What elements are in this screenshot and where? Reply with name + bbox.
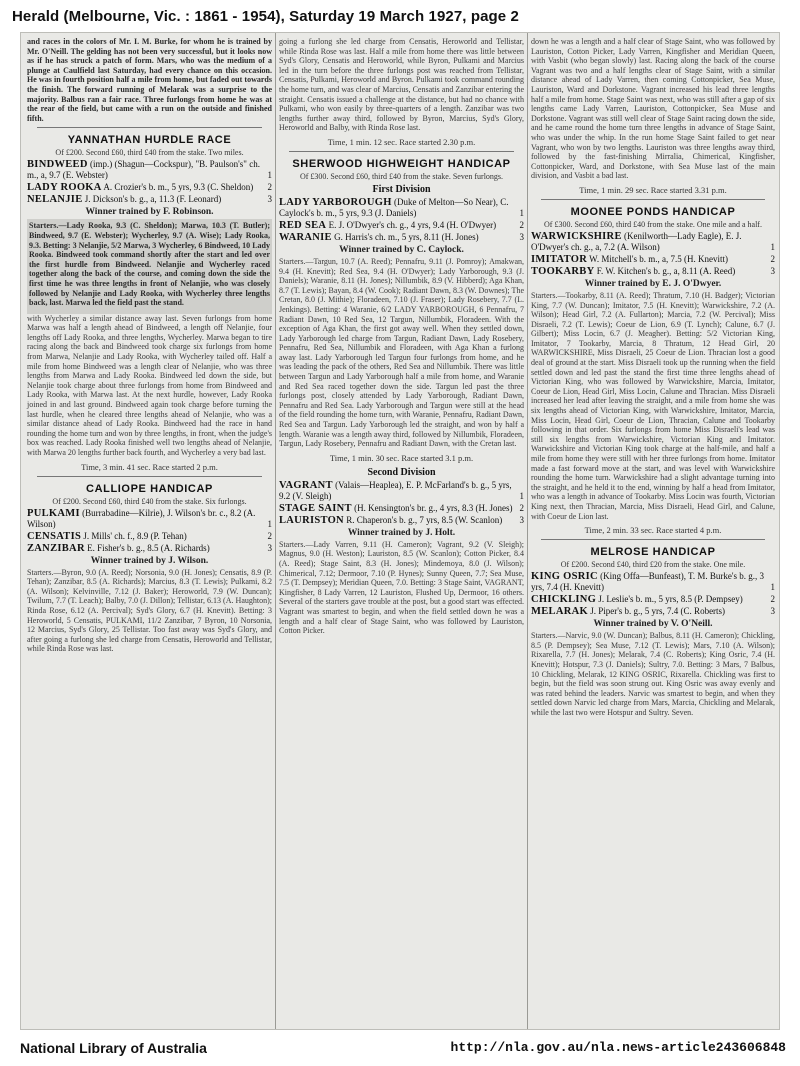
horse-name: VAGRANT — [279, 479, 333, 491]
article-text: Starters.—Targun, 10.7 (A. Reed); Pennafru, 9.11 (J. Pomroy); Amakwan, 9.4 (H. Knevitt); Red Sea, 9.4 (H. O'Dwyer); Lady Yarborough, 9.3 (J. Daniels); Waranie, 8.11 (H. Jones); Nillumbik, 8.9 (V. Hibberd); Aga Khan, 8.7 (T. Lewis); Bayan, 8.4 (W. Cook); Radiant Dawn, 8.3 (W. Downes); The Cretan, 8.0 (J. Mithie); Floradeen, 7.10 (J. Fraser); Lady Rosebery, 7.7 (L. Jenkings). Betting: 4 Waranie, 6/2 LADY YARBOROUGH, 6 Pennafru, 7 Radiant Dawn, 10 Red Sea, 12 Targun, Nillumbik, Floradeen. With the exception of Aga Khan, the first got away well. When they settled down, Lady Yarborough led charge from Targun, Radiant Dawn, Lady Rosebery, Pennafru, Red Sea, Nillumbik and Floradeen, with Aga Khan a furlong away last. Lady Yarborough led Targun four furlongs from home, and he was leading the pack of the others, Red Sea and Nillumbik. There was little between Targun and Lady Yarborough half a mile from home, and Waranie and Red Sea raced together down the side. Targun led past the three furlongs post, closely attended by Lady Yarborough, Radiant Dawn, Pennafru and Red Sea. Lady Yarborough and Targun were still at the head of the field rounding the home turn, with Waranie, Pennafru, Radiant Dawn, Red Sea and Targun. Lady Yarborough led the straight, and won by half a length. Waranie was a length away third, followed by Nillumbik, Floradeen, Targun, Lady Rosebery, Pennafru and Radiant Dawn, with the Cretan last. — [279, 256, 526, 449]
overprinted-block — [27, 219, 272, 313]
horse-detail: J. Piper's b. g., 5 yrs, 7.4 (C. Roberts) — [590, 606, 726, 617]
divider — [37, 476, 262, 477]
horse-detail: (Burrabadine—Kilrie), J. Wilson's br. c., 8.2 (A. Wilson) — [27, 507, 256, 529]
column-3 — [531, 37, 775, 1025]
horse-name: PULKAMI — [27, 507, 80, 519]
race-time: Time, 3 min. 41 sec. Race started 2 p.m. — [81, 461, 218, 472]
horse-detail: G. Harris's ch. m., 5 yrs, 8.11 (H. Jones) — [334, 231, 479, 242]
column-2 — [279, 37, 524, 1025]
article-text: Starters.—Lady Rooka, 9.3 (C. Sheldon); Marwa, 10.3 (T. Butler); Bindweed, 9.7 (E. Webster); Wycherley, 9.7 (A. Wise); Lady Rooka, 9.3. Betting: 3 Nelanjie, 5/2 Marwa, 3 Wycherley, 6 Bindweed, 10 Lady Rooka. Bindweed took command shortly after the start and led over the first hurdle from Bindweed. Nelanjie and Wycherley raced together along the back of the course, and coming down the side the first time he was three lengths in front of Nelanjie, who was closely followed by Nelanjie and Lady Rooka, with Wycherley three lengths back, last. Marwa led the field past the stand. — [29, 221, 272, 308]
winner-trainer-line: Winner trained by C. Caylock. — [339, 244, 464, 255]
horse-place: 3 — [267, 194, 272, 205]
race-time: Time, 1 min. 12 sec. Race started 2.30 p.m. — [327, 136, 476, 147]
divider — [289, 151, 514, 152]
horse-place: 2 — [267, 530, 272, 541]
library-credit: National Library of Australia — [20, 1040, 207, 1056]
article-url[interactable]: http://nla.gov.au/nla.news-article243606848 — [450, 1040, 786, 1055]
page-title: Herald (Melbourne, Vic. : 1861 - 1954), Saturday 19 March 1927, page 2 — [12, 8, 519, 25]
divider — [541, 539, 765, 540]
article-text: Starters.—Lady Varren, 9.11 (H. Cameron); Vagrant, 9.2 (V. Sleigh); Magnus, 9.0 (H. Weston); Lauriston, 8.5 (W. Scanlon); Cotton Picker, 8.4 (A. Reed); Stage Saint, 8.3 (H. Jones); Mindemoya, 8.0 (J. Wilson); Chimerical, 7.12; Dermoor, 7.10 (P. Hynes); Sunny Queen, 7.7; Sea Muse, 7.5 (T. Dempsey); Meridian Queen, 7.0. Betting: 3 Stage Saint, VAGRANT, Kingfisher, 8 Lady Varren, 12 Lauriston, Flushed Up, Dermoor, 16 others. Several of the starters gave trouble at the post, but a good start was effected. Vagrant was smartest to begin, and when the field settled down he was a length and a half clear of Stage Saint, who was followed by Lauriston, Cotton Picker. — [279, 539, 526, 636]
horse-name: STAGE SAINT — [279, 502, 352, 514]
horse-place: 3 — [519, 514, 524, 525]
race-entry — [27, 543, 272, 554]
race-stake: Of £300. Second £60, third £40 from the stake. One mile and a half. — [544, 219, 762, 229]
horse-detail: (Duke of Melton—So Near), C. Caylock's b. m., 5 yrs, 9.3 (J. Daniels) — [279, 196, 509, 218]
winner-trainer-line: Winner trained by F. Robinson. — [85, 207, 214, 218]
race-entry — [531, 606, 775, 617]
article-text: Starters.—Narvic, 9.0 (W. Duncan); Balbus, 8.11 (H. Cameron); Chickling, 8.5 (P. Dempsey); Sea Muse, 7.12 (T. Lewis); Mars, 7.10 (A. Wilson); Rixarella, 7.7 (H. Jones); Melarak, 7.4 (C. Roberts); King Osric, 7.4 (H. Knevitt); Hotspur, 7.3 (J. Daniels); Sultry, 7.0. Betting: 3 Mars, 7 Balbus, 10 Chickling, Melarak, 12 KING OSRIC, Rixarella. Chickling was first to begin, but the field was soon strung out. King Osric was away evenly and was rated behind the leaders. Narvic was smartest to begin, and when they settled down Narvic led charge from Mars, Marcia, Chickling and Melarak, while the last two were Hotspur and Sultry. Seven. — [531, 631, 777, 717]
horse-place: 3 — [770, 606, 775, 617]
column-1 — [27, 37, 272, 1025]
race-entry — [279, 232, 524, 243]
horse-place: 2 — [770, 253, 775, 264]
race-entry — [279, 515, 524, 526]
race-entry — [279, 480, 524, 502]
article-text: down he was a length and a half clear of Stage Saint, who was followed by Lauriston, Cotton Picker, Lady Varren, Kingfisher and Meridian Queen, with Vasbit (who began slowly) last. Racing along the back of the course Vagrant was two and a half lengths clear of Stage Saint, with a similar distance ahead of Lady Varren, then coming Cottonpicker, Sea Muse, Lauriston, Ward and Dorkstone. Vagrant increased his lead three lengths half a mile from home. Stage Saint was next, who was still after a gap of six lengths came Lady Varren, Lauriston, Cottonpicker, Sea Muse and Dorkstone. Vagrant was still well clear of Stage Saint racing down the side, and he came round the home turn three lengths in advance of Stage Saint, who was under the whip. In the run home Stage Saint failed to get near Vagrant, who won by two lengths. Lauriston was three lengths away third, followed by the fast-finishing Mirralia, Chimerical, Kingfisher, Cottonpicker, Ward, and Dorkstone, with Sea Muse last of the main division, and Vasbit a bad last. — [531, 37, 777, 181]
division-heading: First Division — [372, 183, 431, 195]
horse-detail: J. Mills' ch. f., 8.9 (P. Tehan) — [83, 530, 187, 541]
horse-name: WARWICKSHIRE — [531, 230, 622, 242]
horse-place: 1 — [519, 207, 524, 218]
race-entry — [27, 159, 272, 181]
column-divider — [275, 33, 276, 1029]
horse-detail: E. Fisher's b. g., 8.5 (A. Richards) — [87, 542, 210, 553]
divider — [541, 199, 765, 200]
horse-detail: (King Offa—Bunfeast), T. M. Burke's b. g., 3 yrs, 7.4 (H. Knevitt) — [531, 571, 764, 593]
horse-place: 1 — [519, 490, 524, 501]
race-entry — [27, 508, 272, 530]
column-divider — [527, 33, 528, 1029]
race-entry — [531, 266, 775, 277]
race-stake: Of £200. Second £60, third £40 from the stake. Six furlongs. — [52, 496, 247, 506]
division-heading: Second Division — [367, 466, 436, 478]
article-text: going a furlong she led charge from Censatis, Heroworld and Tellistar, while Rinda Rose was last. Half a mile from home there was little between Syd's Glory, Censatis and Heroworld, while Byron, Pulkami and Marcius led in the turn before the three furlongs post was reached from Tellistar, Censatis, Pulkami, Heroworld and Byron. Pulkami took command rounding the home turn, and was clear of Marcius, Censatis and Zanzibar entering the straight. Censatis issued a challenge at the distance, but had no chance with Pulkami, who won easily by three-quarters of a length. Zanzibar was two lengths further away third, followed by Byron, Marcius, Syd's Glory, Heroworld and Balby, with Rinda Rose last. — [279, 37, 526, 133]
horse-name: MELARAK — [531, 606, 588, 618]
horse-place: 2 — [267, 182, 272, 193]
horse-name: CHICKLING — [531, 594, 597, 606]
race-stake: Of £200. Second £60, third £40 from the stake. Two miles. — [55, 148, 244, 158]
horse-name: RED SEA — [279, 219, 327, 231]
horse-detail: (H. Kensington's br. g., 4 yrs, 8.3 (H. Jones) — [354, 502, 513, 513]
article-text: with Wycherley a similar distance away last. Seven furlongs from home Marwa was half a length ahead of Bindweed, a length off Nelanjie, four lengths off Lady Rooka, and three lengths, Wycherley. Marwa began to tire racing along the back and Bindweed took charge six furlongs from home from Marwa, Nelanjie and Lady Rooka, with Wycherley tailed off. Half a mile from home Bindweed was a length clear of Nelanjie, who was three lengths from Marwa and Lady Rooka. Bindweed led down the side, but Nelanjie took charge about three furlongs from home from Bindweed and Lady Rooka, with Marwa last. At the next hurdle, however, Lady Rooka joined in and last ground. Bindweed again took charge before turning the last hurdle, when he cleared three lengths ahead of Nelanjie, who was a similar distance ahead of Lady Rooka. Bindweed had the race in hand rounding the home turn and won by three lengths, in front, when the judge's box was reached. Lady Rooka finished well two lengths ahead of Nelanjie, with Marwa 20 lengths further back fourth, and Wycherley a very bad last. — [27, 313, 274, 457]
race-entry — [531, 254, 775, 265]
race-stake: Of £200. Second £40, third £20 from the stake. One mile. — [560, 560, 746, 570]
winner-trainer-line: Winner trained by J. Wilson. — [90, 555, 209, 566]
horse-place: 2 — [519, 502, 524, 513]
horse-place: 1 — [267, 518, 272, 529]
race-time: Time, 1 min. 30 sec. Race started 3.1 p.m. — [329, 452, 474, 463]
winner-trainer-line: Winner trained by J. Holt. — [347, 527, 456, 538]
horse-place: 3 — [519, 231, 524, 242]
article-text: Starters.—Tookarby, 8.11 (A. Reed); Thratum, 7.10 (H. Badger); Victorian King, 7.7 (W. Duncan); Imitator, 7.5 (H. Knevitt); Warwickshire, 7.2 (A. Wilson); Head Girl, 7.2 (A. Fullarton); Marcia, 7.2 (W. Percival); Miss Disraeli, 7.2 (T. Lewis); Coeur de Lion, 6.9 (T. Lynch); Calune, 6.7 (J. Gilbert); Miss Locin, 6.7 (J. Meagher). Betting: 5/2 Victorian King, Imitator, 7 Tookarby, Marcia, 8 Thratum, 12 Head Girl, 20 WARWICKSHIRE, Miss Disraeli, 25 Coeur de Lion. Thracian lost a good deal of ground at the start. Miss Disraeli took up the running when the field settled down and led past the stand the first time three lengths ahead of Victorian King, who was followed by Warwickshire, Marcia, Imitator, Coeur de Lion, Head Girl, Miss Locin, Calune and Thracian. Miss Disraeli increased her lead after leaving the straight, and a mile from home she was six lengths ahead of Victorian King, with Warwickshire, Imitator, Marcia, Miss Locin, Head Girl, Coeur de Lion, Thracian, Calune and Tookarby following in that order. Six furlongs from home Miss Disraeli's lead was still six lengths from Warwickshire, Victorian King and Imitator. Warwickshire and Victorian King took charge at the half-mile, and half a mile from home they were still with her three furlongs from home. Imitator made a fast forward move at the start, and was level with Warwickshire rounding the home turn. Warwickshire had a slight advantage turning into the straight, and he held it to the end, winning by half a head from Imitator, who was a length in advance of Tookarby. Miss Locin was fourth, Victorian King next, then Thracian, Marcia, Miss Disraeli, Head Girl, and Calune, with Coeur de Lion last. — [531, 290, 777, 521]
race-entry — [279, 197, 524, 219]
horse-name: NELANJIE — [27, 194, 83, 206]
divider — [37, 127, 262, 128]
horse-place: 3 — [267, 542, 272, 553]
horse-name: ZANZIBAR — [27, 542, 85, 554]
winner-trainer-line: Winner trained by E. J. O'Dwyer. — [584, 278, 722, 289]
horse-detail: J. Leslie's b. m., 5 yrs, 8.5 (P. Dempsey) — [598, 594, 743, 605]
race-stake: Of £300. Second £60, third £40 from the stake. Seven furlongs. — [299, 171, 504, 181]
horse-detail: J. Dickson's b. g., a, 11.3 (F. Leonard) — [84, 194, 222, 205]
horse-place: 1 — [267, 170, 272, 181]
race-title: MOONEE PONDS HANDICAP — [570, 205, 736, 218]
race-entry — [531, 231, 775, 253]
race-time: Time, 1 min. 29 sec. Race started 3.31 p.m. — [579, 184, 727, 195]
horse-name: LADY ROOKA — [27, 182, 102, 194]
horse-name: KING OSRIC — [531, 571, 598, 583]
race-entry — [27, 194, 272, 205]
horse-detail: W. Mitchell's b. m., a, 7.5 (H. Knevitt) — [589, 253, 728, 264]
race-time: Time, 2 min. 33 sec. Race started 4 p.m. — [584, 525, 722, 536]
race-entry — [27, 531, 272, 542]
horse-name: LAURISTON — [279, 514, 344, 526]
newspaper-page-scan — [20, 32, 780, 1030]
horse-place: 2 — [770, 594, 775, 605]
horse-place: 3 — [770, 265, 775, 276]
horse-name: LADY YARBOROUGH — [279, 196, 392, 208]
horse-place: 2 — [519, 219, 524, 230]
horse-name: TOOKARBY — [531, 265, 595, 277]
race-title: YANNATHAN HURDLE RACE — [67, 134, 232, 147]
horse-place: 1 — [770, 582, 775, 593]
article-text: Starters.—Byron, 9.0 (A. Reed); Norsonia, 9.0 (H. Jones); Censatis, 8.9 (P. Tehan); Zanzibar, 8.5 (A. Richards); Marcius, 8.3 (T. Lewis); Pulkami, 8.2 (A. Wilson); Kelvinville, 7.12 (J. Baker); Heroworld, 7.9 (W. Duncan); Twilum, 7.7 (T. Leach); Balby, 7.0 (J. Dillon); Tellistar, 6.13 (A. Haughton); Rinda Rose, 6.12 (A. Percival); Syd's Glory, 6.7 (H. Knevitt). Betting: 3 Heroworld, 5 Censatis, PULKAMI, 11/2 Zanzibar, 7 Byron, 10 Norsonia, 12 Marcius, Syd's Glory, 25 Tellistar. Too fast away was Syd's Glory, and after going a furlong she led charge from Censatis, Heroworld and Tellistar, while Rinda Rose was last. — [27, 567, 274, 654]
horse-detail: F. W. Kitchen's b. g., a, 8.11 (A. Reed) — [596, 265, 736, 276]
race-title: CALLIOPE HANDICAP — [86, 482, 213, 495]
horse-name: CENSATIS — [27, 530, 82, 542]
race-entry — [531, 571, 775, 593]
race-entry — [27, 182, 272, 193]
horse-detail: E. J. O'Dwyer's ch. g., 4 yrs, 9.4 (H. O'Dwyer) — [328, 219, 497, 230]
race-entry — [279, 503, 524, 514]
race-title: SHERWOOD HIGHWEIGHT HANDICAP — [292, 157, 511, 170]
horse-name: WARANIE — [279, 231, 332, 243]
race-entry — [279, 220, 524, 231]
horse-detail: (Valais—Heaplea), E. P. McFarland's b. g., 5 yrs, 9.2 (V. Sleigh) — [279, 479, 512, 501]
race-title: MELROSE HANDICAP — [590, 546, 716, 559]
horse-detail: A. Crozier's b. m., 5 yrs, 9.3 (C. Sheldon) — [103, 182, 254, 193]
horse-detail: (imp.) (Shagun—Cockspur), "B. Paulson's" ch. m., a, 9.7 (E. Webster) — [27, 159, 260, 181]
horse-detail: R. Chaperon's b. g., 7 yrs, 8.5 (W. Scanlon) — [346, 514, 503, 525]
horse-detail: (Kenilworth—Lady Eagle), E. J. O'Dwyer's ch. g., a, 7.2 (A. Wilson) — [531, 230, 742, 252]
horse-place: 1 — [770, 241, 775, 252]
race-entry — [531, 594, 775, 605]
winner-trainer-line: Winner trained by V. O'Neill. — [593, 619, 713, 630]
article-text: and races in the colors of Mr. I. M. Burke, for whom he is trained by Mr. O'Neill. The gelding has not been very successful, but it looks now as if he has struck a patch of form. Mars, who was the medium of a plunge at Caulfield last Saturday, had every chance on this occasion. He was in fourth position half a mile from home, but faded out towards the finish. The forward running of Melarak was a surprise to the majority. Balbus ran a fair race. Three furlongs from home he was at the rear of the field, but came with a run on the outside and finished fifth. — [27, 37, 274, 123]
horse-name: IMITATOR — [531, 253, 588, 265]
horse-name: BINDWEED — [27, 159, 88, 171]
